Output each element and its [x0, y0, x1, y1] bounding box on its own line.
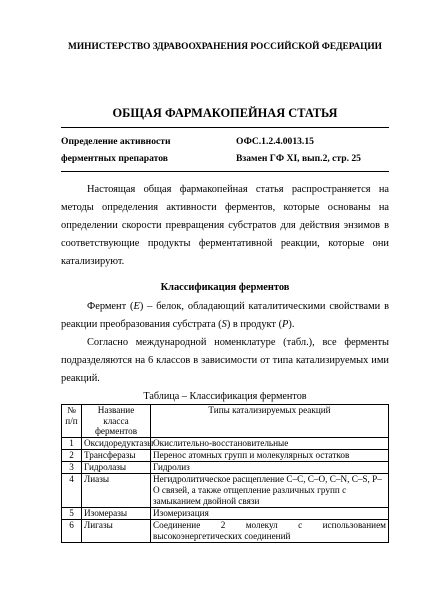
meta-rule	[61, 171, 389, 172]
page-content	[61, 0, 389, 543]
section-heading: Классификация ферментов	[160, 282, 290, 293]
ministry-header: МИНИСТЕРСТВО ЗДРАВООХРАНЕНИЯ РОССИЙСКОЙ ФЕДЕРАЦИИ	[68, 42, 382, 52]
cell-reaction-types: Соединение 2 молекул с использованием высокоэнергетических соединений	[151, 519, 389, 542]
substrate-symbol: S	[221, 319, 227, 330]
intro-paragraph: Настоящая общая фармакопейная статья распространяется на методы определения активности ферментов, которые основаны на определении скорости превращения субстратов для действия энзимов в соответствующие продукты ферментативной реакции, которые они катализируют.	[61, 184, 389, 267]
definition-text: Фермент (	[87, 301, 134, 312]
product-symbol: P	[282, 319, 289, 330]
definition-text: ) – белок, обладающий каталитическими свойствами в реакции преобразования субстрата (	[61, 301, 389, 330]
cell-reaction-types: Окислительно-восстановительные	[151, 437, 389, 449]
cell-reaction-types: Перенос атомных групп и молекулярных остатков	[151, 449, 389, 461]
table-header-row	[62, 405, 389, 438]
document-title: ОБЩАЯ ФАРМАКОПЕЙНАЯ СТАТЬЯ	[112, 106, 338, 120]
cell-class-name: Трансферазы	[82, 449, 151, 461]
article-subject-line: ферментных препаратов	[61, 153, 168, 164]
table-caption: Таблица – Классификация ферментов	[143, 391, 307, 402]
header-cell-class-name: Название класса ферментов	[82, 405, 151, 438]
table-row	[62, 449, 389, 461]
cell-number: 1	[62, 437, 82, 449]
table-row	[62, 437, 389, 449]
cell-number: 2	[62, 449, 82, 461]
definition-text: ).	[288, 319, 295, 330]
enzyme-symbol: E	[133, 301, 140, 312]
article-subject-line: Определение активности	[61, 136, 171, 147]
cell-class-name: Оксидоредуктазы	[82, 437, 151, 449]
title-rule	[61, 127, 389, 128]
cell-class-name: Гидролазы	[82, 461, 151, 473]
enzyme-classification-table	[61, 404, 389, 543]
cell-reaction-types: Гидролиз	[151, 461, 389, 473]
table-row	[62, 461, 389, 473]
cell-class-name: Лиазы	[82, 473, 151, 507]
article-meta	[61, 133, 389, 167]
meta-row	[61, 150, 389, 167]
header-cell-number: № п/п	[62, 405, 82, 438]
cell-class-name: Лигазы	[82, 519, 151, 542]
cell-number: 4	[62, 473, 82, 507]
definition-paragraph	[61, 298, 389, 334]
classification-paragraph: Согласно международной номенклатуре (табл.), все ферменты подразделяются на 6 классов в зависимости от типа катализируемых ими реакций.	[61, 337, 389, 384]
article-code: ОФС.1.2.4.0013.15	[236, 136, 314, 147]
meta-row	[61, 133, 389, 150]
cell-number: 5	[62, 507, 82, 519]
article-replaces: Взамен ГФ XI, вып.2, стр. 25	[236, 153, 361, 164]
cell-reaction-types: Изомеризация	[151, 507, 389, 519]
table-row	[62, 507, 389, 519]
definition-text: ) в продукт (	[226, 319, 283, 330]
table-row	[62, 473, 389, 507]
table-row	[62, 519, 389, 542]
cell-number: 3	[62, 461, 82, 473]
cell-number: 6	[62, 519, 82, 542]
header-cell-reaction-types: Типы катализируемых реакций	[151, 405, 389, 438]
cell-reaction-types: Негидролитическое расщепление С–С, С–О, С–N, С–S, Р–О связей, а также отщепление различных групп с замыканием двойной связи	[151, 473, 389, 507]
cell-class-name: Изомеразы	[82, 507, 151, 519]
